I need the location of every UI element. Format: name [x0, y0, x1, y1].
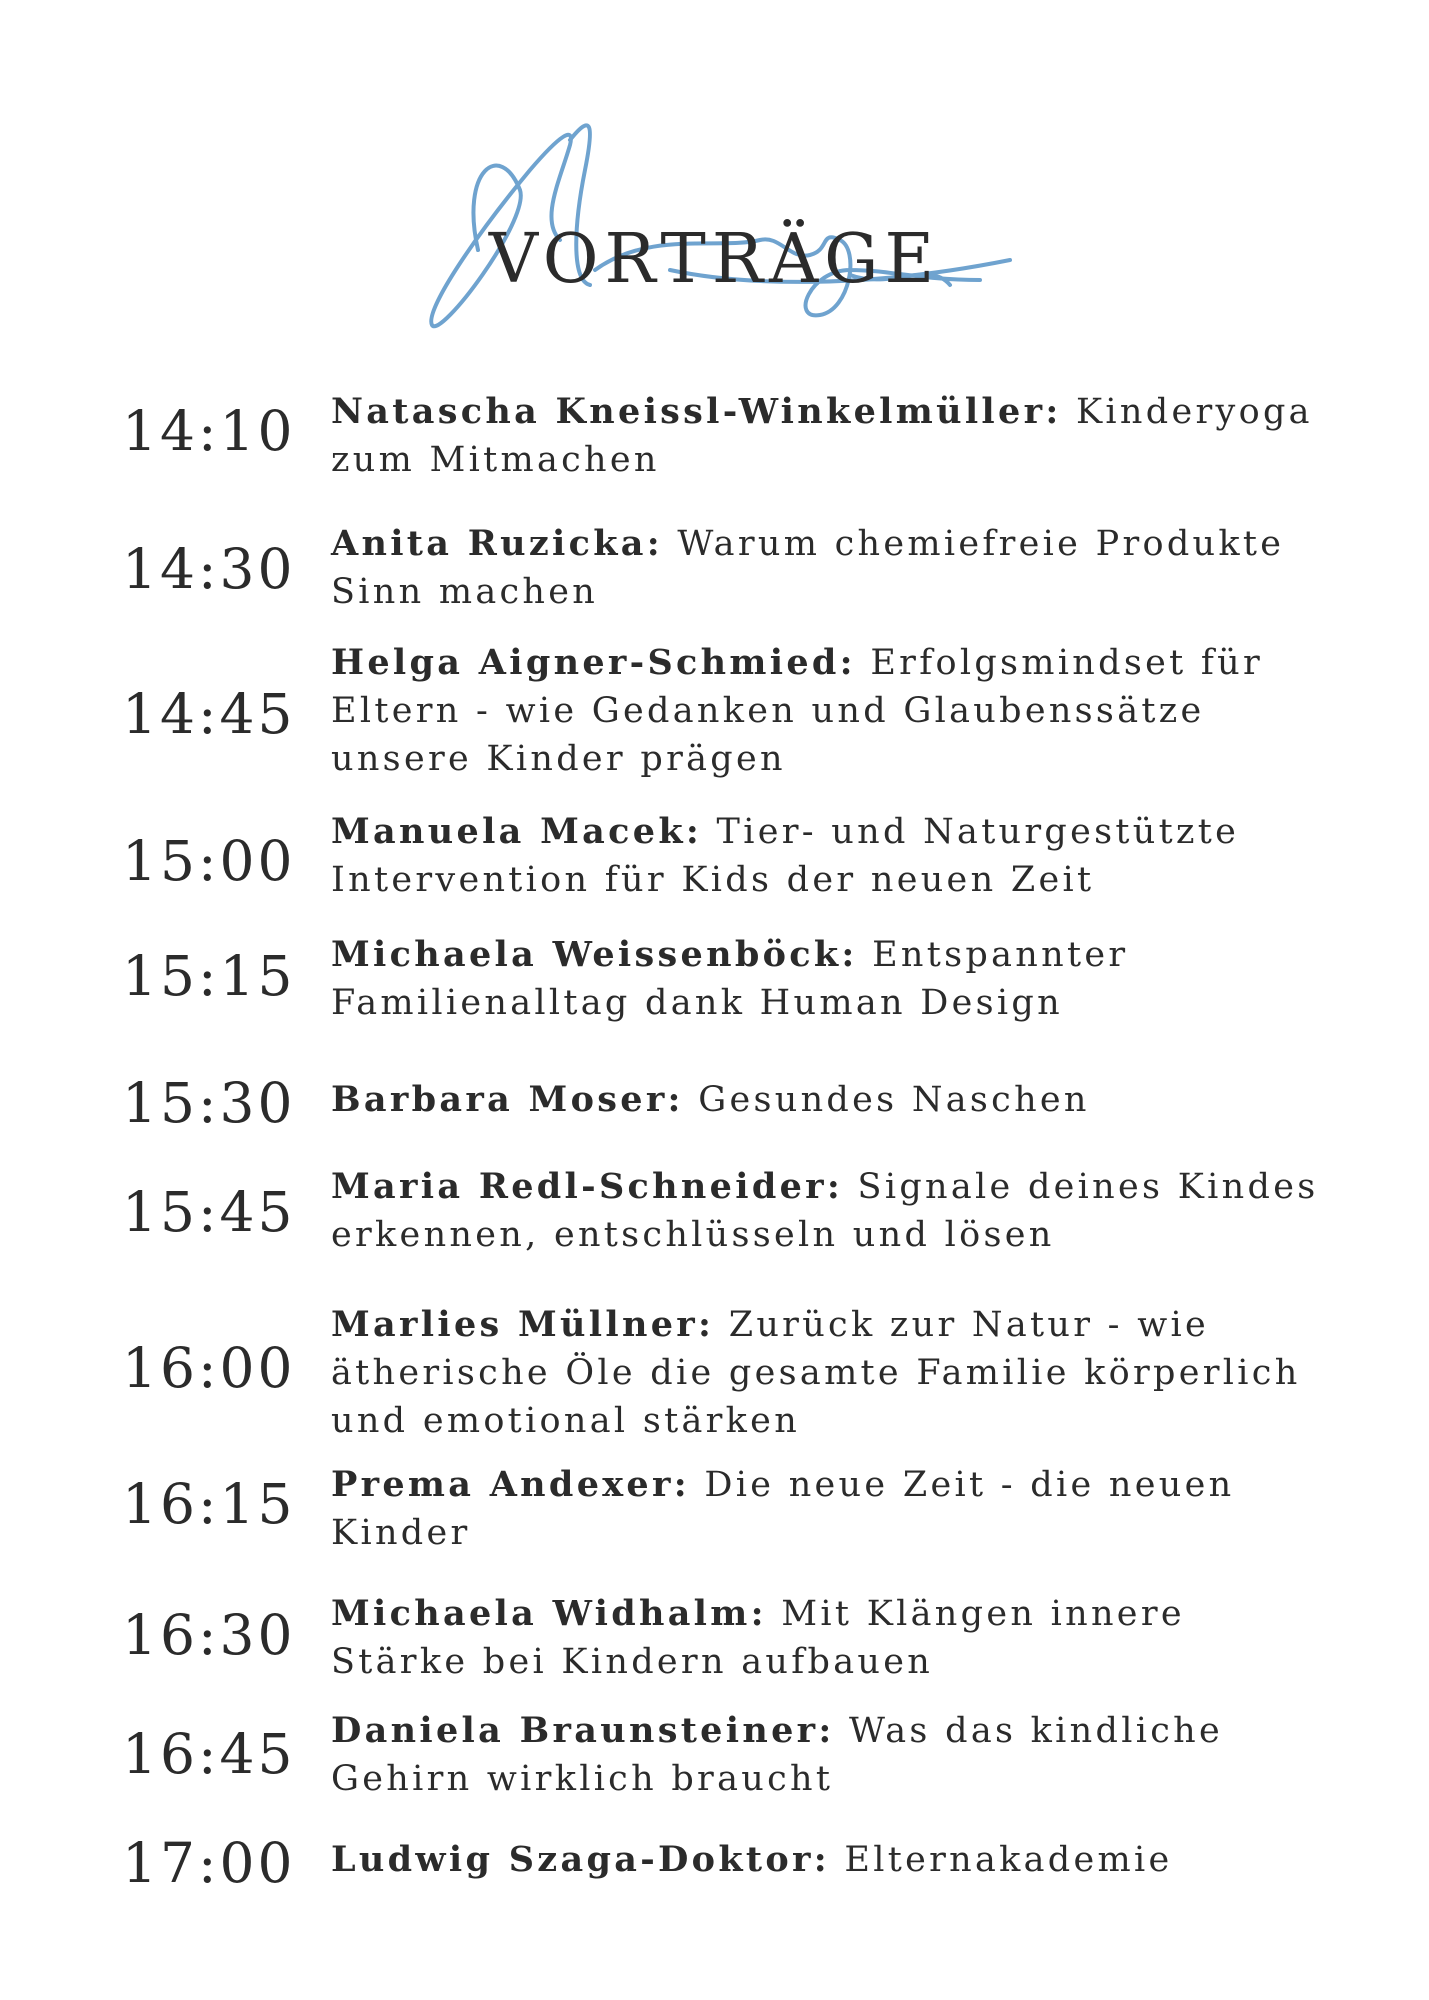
talk-description — [331, 1836, 1331, 1884]
talk-topic: Tier- und Naturgestützte Intervention für Kids der neuen Zeit — [331, 812, 1240, 900]
page-title: VORTRÄGE — [488, 220, 941, 299]
talk-description — [331, 931, 1331, 1027]
speaker-name: Daniela Braunsteiner: — [331, 1710, 835, 1751]
talk-topic: Gesundes Naschen — [683, 1080, 1090, 1120]
speaker-name: Barbara Moser: — [331, 1079, 684, 1120]
talk-topic: Signale deines Kindes erkennen, entschlüsseln und lösen — [331, 1167, 1319, 1255]
talk-description — [331, 520, 1331, 616]
speaker-name: Michaela Weissenböck: — [331, 934, 858, 975]
talk-topic: Zurück zur Natur - wie ätherische Öle die gesamte Familie körperlich und emotional stärken — [331, 1305, 1301, 1441]
talk-time: 15:45 — [122, 1180, 296, 1244]
talk-topic: Warum chemiefreie Produkte Sinn machen — [331, 524, 1285, 612]
talk-time: 16:00 — [122, 1336, 296, 1400]
talk-description — [331, 388, 1331, 484]
speaker-name: Manuela Macek: — [331, 811, 703, 852]
talk-time: 16:45 — [122, 1722, 296, 1786]
talk-topic: Die neue Zeit - die neuen Kinder — [331, 1465, 1235, 1553]
talk-time: 15:30 — [122, 1071, 296, 1135]
talk-time: 14:10 — [122, 399, 296, 463]
speaker-name: Helga Aigner-Schmied: — [331, 642, 856, 683]
talk-description — [331, 808, 1331, 904]
talk-description — [331, 1590, 1331, 1686]
header — [0, 110, 1429, 360]
speaker-name: Natascha Kneissl-Winkelmüller: — [331, 391, 1062, 432]
speaker-name: Michaela Widhalm: — [331, 1593, 767, 1634]
talk-time: 14:30 — [122, 537, 296, 601]
talk-topic: Entspannter Familienalltag dank Human Design — [331, 935, 1129, 1023]
speaker-name: Anita Ruzicka: — [331, 523, 663, 564]
talk-description — [331, 1301, 1331, 1445]
speaker-name: Prema Andexer: — [331, 1464, 690, 1505]
talk-description — [331, 1076, 1331, 1124]
talk-time: 15:15 — [122, 944, 296, 1008]
talk-topic: Erfolgsmindset für Eltern - wie Gedanken und Glaubenssätze unsere Kinder prägen — [331, 643, 1264, 779]
talk-time: 14:45 — [122, 682, 296, 746]
talk-time: 15:00 — [122, 829, 296, 893]
talk-topic: Elternakademie — [829, 1840, 1173, 1880]
speaker-name: Marlies Müllner: — [331, 1304, 715, 1345]
talk-topic: Was das kindliche Gehirn wirklich braucht — [331, 1711, 1223, 1799]
talk-time: 16:15 — [122, 1472, 296, 1536]
talk-time: 16:30 — [122, 1603, 296, 1667]
talk-topic: Kinderyoga zum Mitmachen — [331, 392, 1313, 480]
speaker-name: Ludwig Szaga-Doktor: — [331, 1839, 830, 1880]
talk-description — [331, 1461, 1331, 1557]
talk-topic: Mit Klängen innere Stärke bei Kindern aufbauen — [331, 1594, 1185, 1682]
talk-time: 17:00 — [122, 1831, 296, 1895]
talk-description — [331, 639, 1331, 783]
speaker-name: Maria Redl-Schneider: — [331, 1166, 844, 1207]
talk-description — [331, 1707, 1331, 1803]
talk-description — [331, 1163, 1331, 1259]
